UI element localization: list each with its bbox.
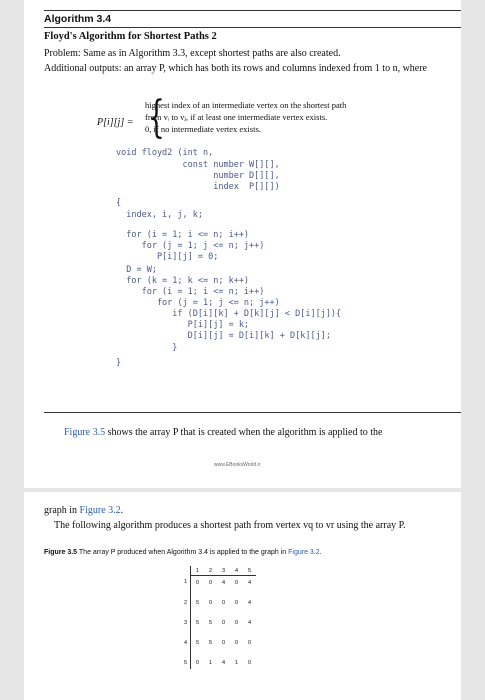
table-cell: 5 (195, 619, 200, 626)
table-cell: 0 (247, 659, 252, 666)
code-line: for (k = 1; k <= n; k++) (116, 276, 250, 286)
code-line: D = W; (116, 265, 157, 275)
algorithm-title: Algorithm 3.4 (44, 13, 112, 25)
row-header: 3 (179, 616, 191, 629)
page-top (24, 0, 461, 488)
code-line: D[i][j] = D[i][k] + D[k][j]; (116, 331, 331, 341)
code-line: P[i][j] = k; (116, 320, 250, 330)
row-header: 5 (179, 656, 191, 669)
p-definition-label: P[i][j] = (97, 117, 134, 128)
table-cell: 1 (208, 659, 213, 666)
table-row (179, 616, 256, 629)
column-header: 5 (243, 566, 256, 576)
table-cell: 4 (221, 659, 226, 666)
row-gap-cell (191, 649, 257, 656)
left-brace: { (148, 92, 165, 143)
text-span: graph in (44, 505, 80, 516)
table-cell: 0 (195, 659, 200, 666)
table-cell: 1 (234, 659, 239, 666)
caption-text: shows the array P that is created when the algorithm is applied to the (105, 427, 383, 438)
code-line: for (j = 1; j <= n; j++) (116, 241, 265, 251)
table-cell: 0 (234, 579, 239, 586)
code-line: for (i = 1; i <= n; i++) (116, 287, 265, 297)
array-p-table (179, 566, 256, 669)
table-cell: 0 (221, 619, 226, 626)
figure-link[interactable]: Figure 3.2 (79, 505, 121, 516)
table-cell: 0 (208, 599, 213, 606)
corner-cell (179, 566, 191, 576)
table-cell: 5 (208, 639, 213, 646)
row-gap-cell (191, 589, 257, 596)
table-cell: 0 (195, 579, 200, 586)
column-header: 2 (204, 566, 217, 576)
table-cell: 0 (234, 639, 239, 646)
table-row (179, 576, 256, 590)
row-header: 2 (179, 596, 191, 609)
code-line: { (116, 198, 122, 208)
code-line: const number W[][], (116, 160, 280, 170)
page-bottom (24, 492, 461, 700)
column-header: 3 (217, 566, 230, 576)
title-rule (44, 27, 461, 28)
problem-statement: Problem: Same as in Algorithm 3.3, except shortest paths are also created. (44, 48, 341, 59)
code-line: index, i, j, k; (116, 210, 203, 220)
watermark: www.EBooksWorld.ir (214, 462, 261, 468)
table-row (179, 596, 256, 609)
table-row (179, 636, 256, 649)
code-end-rule (44, 412, 461, 413)
table-cell: 4 (247, 579, 252, 586)
figure-caption (44, 549, 322, 556)
table-cell: 0 (221, 639, 226, 646)
p-case-3: 0, if no intermediate vertex exists. (145, 124, 261, 134)
row-gap (179, 609, 256, 616)
table-cell: 5 (195, 639, 200, 646)
algorithm-intro: The following algorithm produces a shortest path from vertex vq to vr using the array P. (54, 520, 406, 531)
row-header: 1 (179, 576, 191, 590)
code-line: for (j = 1; j <= n; j++) (116, 298, 280, 308)
row-header: 4 (179, 636, 191, 649)
p-case-1: highest index of an intermediate vertex on the shortest path (145, 100, 347, 110)
table-cell: 0 (247, 639, 252, 646)
figure-link[interactable]: Figure 3.2 (288, 549, 320, 556)
table-cell: 0 (234, 599, 239, 606)
additional-outputs: Additional outputs: an array P, which has both its rows and columns indexed from 1 to n, where (44, 63, 427, 74)
code-line: number D[][], (116, 171, 280, 181)
code-line: for (i = 1; i <= n; i++) (116, 230, 250, 240)
text-span: The array P produced when Algorithm 3.4 is applied to the graph in (77, 549, 289, 556)
figure-caption-paragraph (64, 427, 382, 438)
figure-link[interactable]: Figure 3.5 (64, 427, 106, 438)
text-span: . (319, 549, 322, 556)
code-line: } (116, 343, 178, 353)
code-line: } (116, 358, 122, 368)
row-gap-cell (191, 629, 257, 636)
code-line: index P[][]) (116, 182, 280, 192)
text-span: . (120, 505, 124, 516)
continued-line (44, 504, 456, 517)
table-cell: 4 (247, 619, 252, 626)
p-case-2: from vᵢ to vⱼ, if at least one intermediate vertex exists. (145, 112, 328, 122)
figure-label: Figure 3.5 (44, 549, 78, 556)
table-cell: 0 (221, 599, 226, 606)
code-line: P[i][j] = 0; (116, 252, 219, 262)
row-gap (179, 649, 256, 656)
table-cell: 0 (208, 579, 213, 586)
code-line: if (D[i][k] + D[k][j] < D[i][j]){ (116, 309, 342, 319)
table-cell: 4 (221, 579, 226, 586)
algorithm-name: Floyd's Algorithm for Shortest Paths 2 (44, 31, 217, 42)
row-gap-cell (179, 629, 191, 636)
top-rule (44, 10, 461, 11)
column-header: 1 (191, 566, 205, 576)
code-line: void floyd2 (int n, (116, 148, 214, 158)
table-cell: 5 (208, 619, 213, 626)
table-row (179, 656, 256, 669)
row-gap-cell (179, 609, 191, 616)
row-gap-cell (179, 589, 191, 596)
table-cell: 4 (247, 599, 252, 606)
row-gap-cell (191, 609, 257, 616)
table-cell: 5 (195, 599, 200, 606)
row-gap (179, 629, 256, 636)
table-header-row (179, 566, 256, 576)
column-header: 4 (230, 566, 243, 576)
row-gap (179, 589, 256, 596)
row-gap-cell (179, 649, 191, 656)
table-cell: 0 (234, 619, 239, 626)
